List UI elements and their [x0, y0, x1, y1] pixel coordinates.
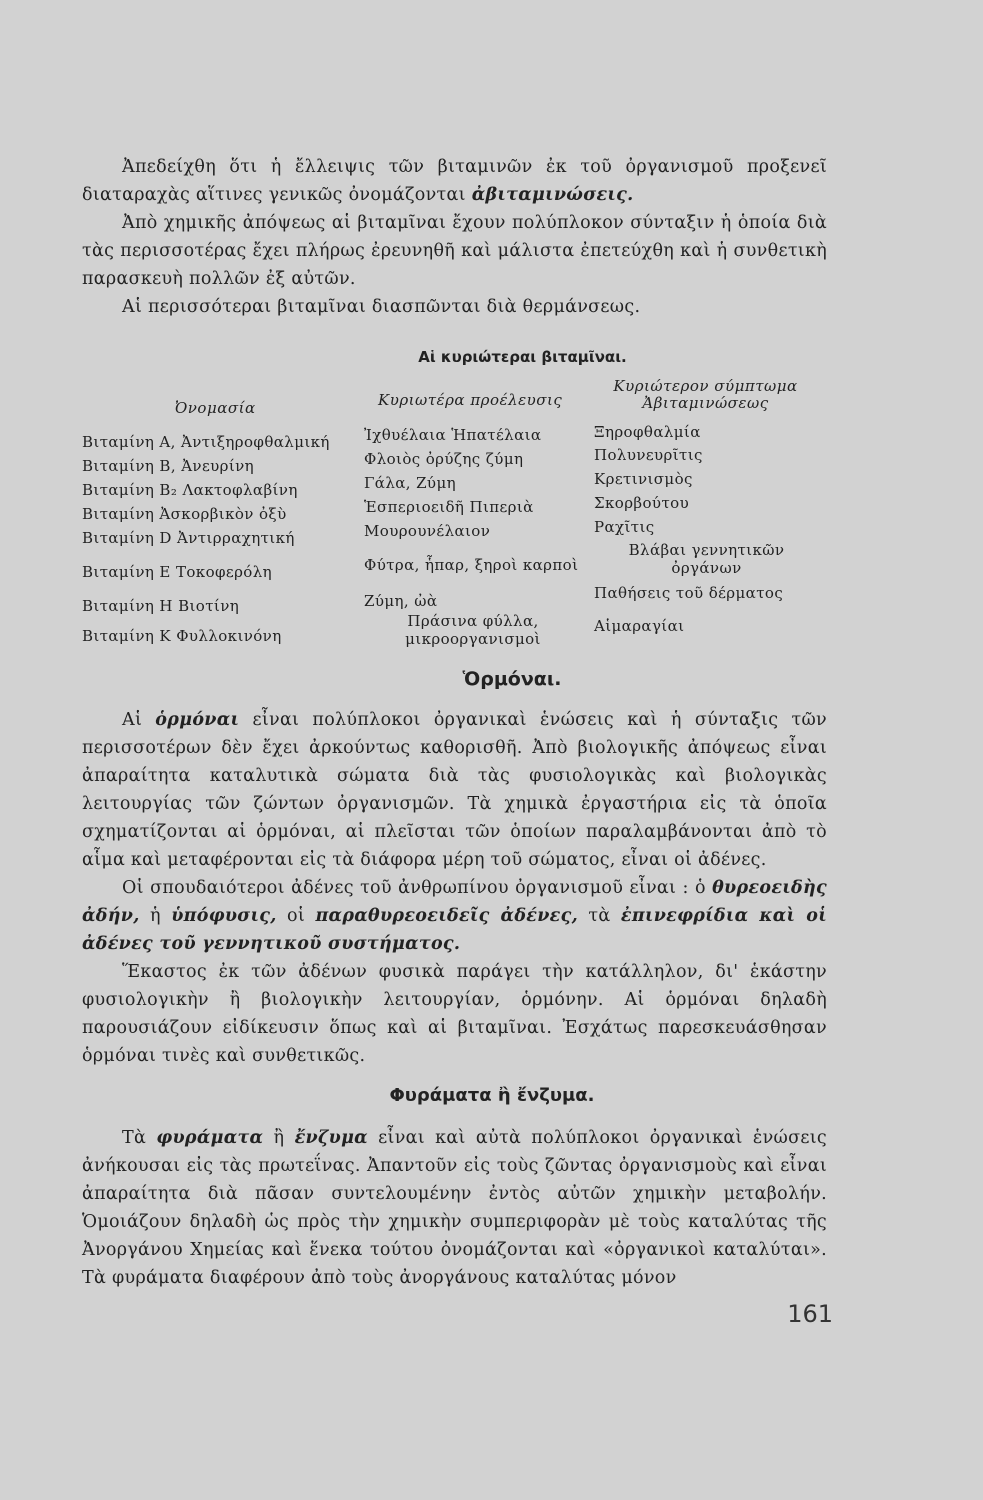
intro-paragraph-1	[82, 153, 827, 209]
intro-paragraph-2: Ἀπὸ χημικῆς ἀπόψεως αἱ βιταμῖναι ἔχουν πολύπλοκον σύνταξιν ἡ ὁποία διὰ τὰς περισσοτέρας ἔχει πλήρως ἐρευνηθῆ καὶ μάλιστα ἐπετεύχθη καὶ ἡ συνθετικὴ παρασκευὴ πολλῶν ἐξ αὐτῶν.	[82, 213, 827, 289]
vitamins-table-title: Αἱ κυριώτεραι βιταμῖναι.	[418, 348, 627, 366]
hormones-p2-term-4: ἐπινεφρίδια καὶ οἱ ἀδένες τοῦ γεννητικοῦ συστήματος.	[82, 906, 827, 954]
hormones-p2-sep-1: ἡ	[139, 906, 172, 926]
table-cell-name: Βιταμίνη Β₂ Λακτοφλαβίνη	[82, 481, 298, 499]
table-cell-source: Μουρουνέλαιον	[364, 522, 491, 540]
table-cell-symptom: Αἱμαραγίαι	[594, 617, 685, 635]
table-cell-source: Γάλα, Ζύμη	[364, 474, 456, 492]
table-cell-source: Ἑσπεριοειδῆ Πιπεριὰ	[364, 498, 534, 516]
enzymes-p1-text-a: Τὰ	[122, 1128, 157, 1148]
hormones-p2-sep-2: οἱ	[276, 906, 316, 926]
enzymes-p1-term-2: ἔνζυμα	[294, 1128, 368, 1148]
hormones-p2-term-2: ὑπόφυσις,	[171, 906, 277, 926]
table-cell-name: Βιταμίνη Ἀσκορβικὸν ὀξὺ	[82, 505, 287, 523]
hormones-p2-sep-3: τὰ	[577, 906, 621, 926]
table-cell-name: Βιταμίνη Κ Φυλλοκινόνη	[82, 627, 282, 645]
hormones-p2-term-1: θυρεοειδὴς ἀδήν,	[82, 878, 827, 926]
table-cell-source: Πράσινα φύλλα, μικροοργανισμοὶ	[405, 612, 541, 648]
table-cell-name: Βιταμίνη D Ἀντιρραχητική	[82, 529, 295, 547]
enzymes-paragraph-1	[82, 1124, 827, 1292]
enzymes-p1-sep: ἢ	[263, 1128, 295, 1148]
hormones-paragraph-1	[82, 706, 827, 874]
table-cell-symptom: Παθήσεις τοῦ δέρματος	[594, 584, 784, 602]
table-header-symptom: Κυριώτερον σύμπτωμα Ἀβιταμινώσεως	[613, 377, 798, 412]
table-cell-source: Φλοιὸς ὀρύζης ζύμη	[364, 450, 524, 468]
table-cell-source: Φύτρα, ἧπαρ, ξηροὶ καρποὶ	[364, 556, 579, 574]
hormones-p2-text-a: Οἱ σπουδαιότεροι ἀδένες τοῦ ἀνθρωπίνου ὀργανισμοῦ εἶναι : ὁ	[122, 878, 713, 898]
hormones-paragraph-3: Ἕκαστος ἐκ τῶν ἀδένων φυσικὰ παράγει τὴν κατάλληλον, δι' ἑκάστην φυσιολογικὴν ἢ βιολογικὴν λειτουργίαν, ὁρμόνην. Αἱ ὁρμόναι δηλαδὴ παρουσιάζουν εἰδίκευσιν ὅπως καὶ αἱ βιταμῖναι. Ἐσχάτως παρεσκευάσθησαν ὁρμόναι τινὲς καὶ συνθετικῶς.	[82, 962, 827, 1066]
hormones-heading: Ὁρμόναι.	[462, 668, 562, 690]
table-cell-symptom: Ξηροφθαλμία	[594, 423, 701, 441]
table-cell-name: Βιταμίνη Α, Ἀντιξηροφθαλμική	[82, 433, 330, 451]
enzymes-heading: Φυράματα ἢ ἔνζυμα.	[389, 1085, 595, 1106]
intro-paragraph-3: Αἱ περισσότεραι βιταμῖναι διασπῶνται διὰ θερμάνσεως.	[122, 297, 641, 317]
page-number: 161	[787, 1300, 833, 1328]
table-header-source: Κυριωτέρα προέλευσις	[378, 391, 563, 409]
intro-p1-text: Ἀπεδείχθη ὅτι ἡ ἔλλειψις τῶν βιταμινῶν ἐκ τοῦ ὀργανισμοῦ προξενεῖ διαταραχὰς αἵτινες γενικῶς ὀνομάζονται	[82, 157, 827, 205]
hormones-paragraph-2	[82, 874, 827, 958]
table-header-name: Ὀνομασία	[175, 399, 256, 417]
hormones-p1-term: ὁρμόναι	[155, 710, 240, 730]
hormones-p1-text-b: εἶναι πολύπλοκοι ὀργανικαὶ ἑνώσεις καὶ ἡ σύνταξις τῶν περισσοτέρων δὲν ἔχει ἀρκούντως καθορισθῆ. Ἀπὸ βιολογικῆς ἀπόψεως εἶναι ἀπαραίτητα καταλυτικὰ σώματα διὰ τὰς φυσιολογικὰς καὶ βιολογικὰς λειτουργίας τῶν ζώντων ὀργανισμῶν. Τὰ χημικὰ ἐργαστήρια εἰς τὰ ὁποῖα σχηματίζονται αἱ ὁρμόναι, αἱ πλεῖσται τῶν ὁποίων παραλαμβάνονται ἀπὸ τὸ αἷμα καὶ μεταφέρονται εἰς τὰ διάφορα μέρη τοῦ σώματος, εἶναι οἱ ἀδένες.	[82, 710, 827, 870]
table-cell-source: Ζύμη, ὠὰ	[364, 592, 438, 610]
intro-p1-term: ἀβιταμινώσεις.	[471, 185, 634, 205]
enzymes-p1-text-b: εἶναι καὶ αὐτὰ πολύπλοκοι ὀργανικαὶ ἑνώσεις ἀνήκουσαι εἰς τὰς πρωτεΐνας. Ἀπαντοῦν εἰς τοὺς ζῶντας ὀργανισμοὺς καὶ εἶναι ἀπαραίτητα διὰ πᾶσαν συντελουμένην ἐντὸς αὐτῶν χημικὴν μεταβολήν. Ὁμοιάζουν δηλαδὴ ὡς πρὸς τὴν χημικὴν συμπεριφορὰν μὲ τοὺς καταλύτας τῆς Ἀνοργάνου Χημείας καὶ ἕνεκα τούτου ὀνομάζονται καὶ «ὀργανικοὶ καταλύται». Τὰ φυράματα διαφέρουν ἀπὸ τοὺς ἀνοργάνους καταλύτας μόνον	[82, 1128, 827, 1288]
intro-section	[82, 153, 827, 321]
table-cell-symptom: Ραχῖτις	[594, 518, 655, 536]
table-cell-symptom: Βλάβαι γεννητικῶν ὀργάνων	[628, 541, 785, 577]
table-cell-symptom: Πολυνευρῖτις	[594, 446, 703, 464]
hormones-p2-term-3: παραθυρεοειδεῖς ἀδένες,	[315, 906, 578, 926]
table-cell-name: Βιταμίνη Ε Τοκοφερόλη	[82, 563, 273, 581]
table-cell-symptom: Κρετινισμὸς	[594, 470, 693, 488]
table-cell-symptom: Σκορβούτου	[594, 494, 690, 512]
table-cell-source: Ἰχθυέλαια Ἡπατέλαια	[364, 426, 542, 444]
hormones-p1-text-a: Αἱ	[122, 710, 156, 730]
enzymes-p1-term-1: φυράματα	[156, 1128, 264, 1148]
table-cell-name: Βιταμίνη Η Βιοτίνη	[82, 597, 240, 615]
hormones-section	[82, 706, 827, 1070]
enzymes-section	[82, 1124, 827, 1292]
table-cell-name: Βιταμίνη Β, Ἀνευρίνη	[82, 457, 255, 475]
